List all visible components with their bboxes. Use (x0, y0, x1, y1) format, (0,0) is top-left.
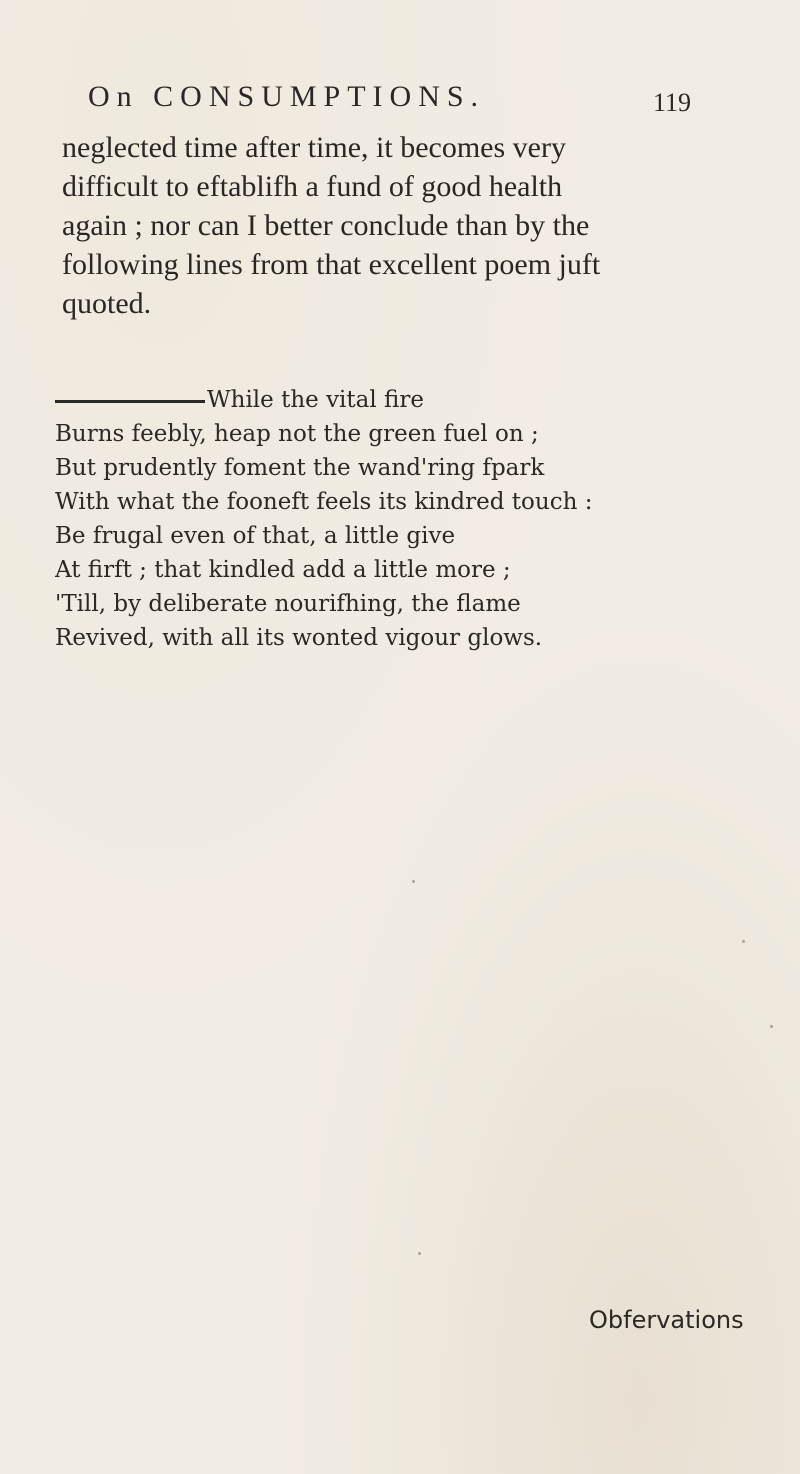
prose-line: difficult to eftablifh a fund of good health (62, 170, 563, 203)
prose-line: following lines from that excellent poem juft (62, 248, 601, 281)
prose-line: quoted. (62, 287, 152, 320)
paper-speck (130, 540, 133, 543)
poem-line: With what the fooneft feels its kindred touch : (55, 489, 593, 515)
paper-speck (418, 1252, 421, 1255)
prose-paragraph (62, 128, 752, 323)
poem-quotation (55, 383, 745, 655)
paper-speck (742, 940, 745, 943)
poem-line: Be frugal even of that, a little give (55, 523, 456, 549)
poem-line-1 (55, 383, 745, 417)
poem-line-text: While the vital fire (207, 387, 424, 413)
poem-line: But prudently foment the wand'ring fpark (55, 455, 545, 481)
page-number: 119 (653, 88, 692, 117)
prose-line: neglected time after time, it becomes very (62, 131, 566, 164)
page-header (88, 80, 692, 120)
running-title: On CONSUMPTIONS. (88, 80, 486, 113)
poem-line: 'Till, by deliberate nourifhing, the flame (55, 591, 521, 617)
paper-speck (412, 880, 415, 883)
poem-line: Revived, with all its wonted vigour glows. (55, 625, 543, 651)
catchword: Obfervations (589, 1306, 744, 1334)
prose-line: again ; nor can I better conclude than by the (62, 209, 590, 242)
opening-dash-rule (55, 400, 205, 403)
paper-speck (770, 1025, 773, 1028)
poem-line: At firft ; that kindled add a little more ; (55, 557, 511, 583)
poem-line: Burns feebly, heap not the green fuel on ; (55, 421, 539, 447)
